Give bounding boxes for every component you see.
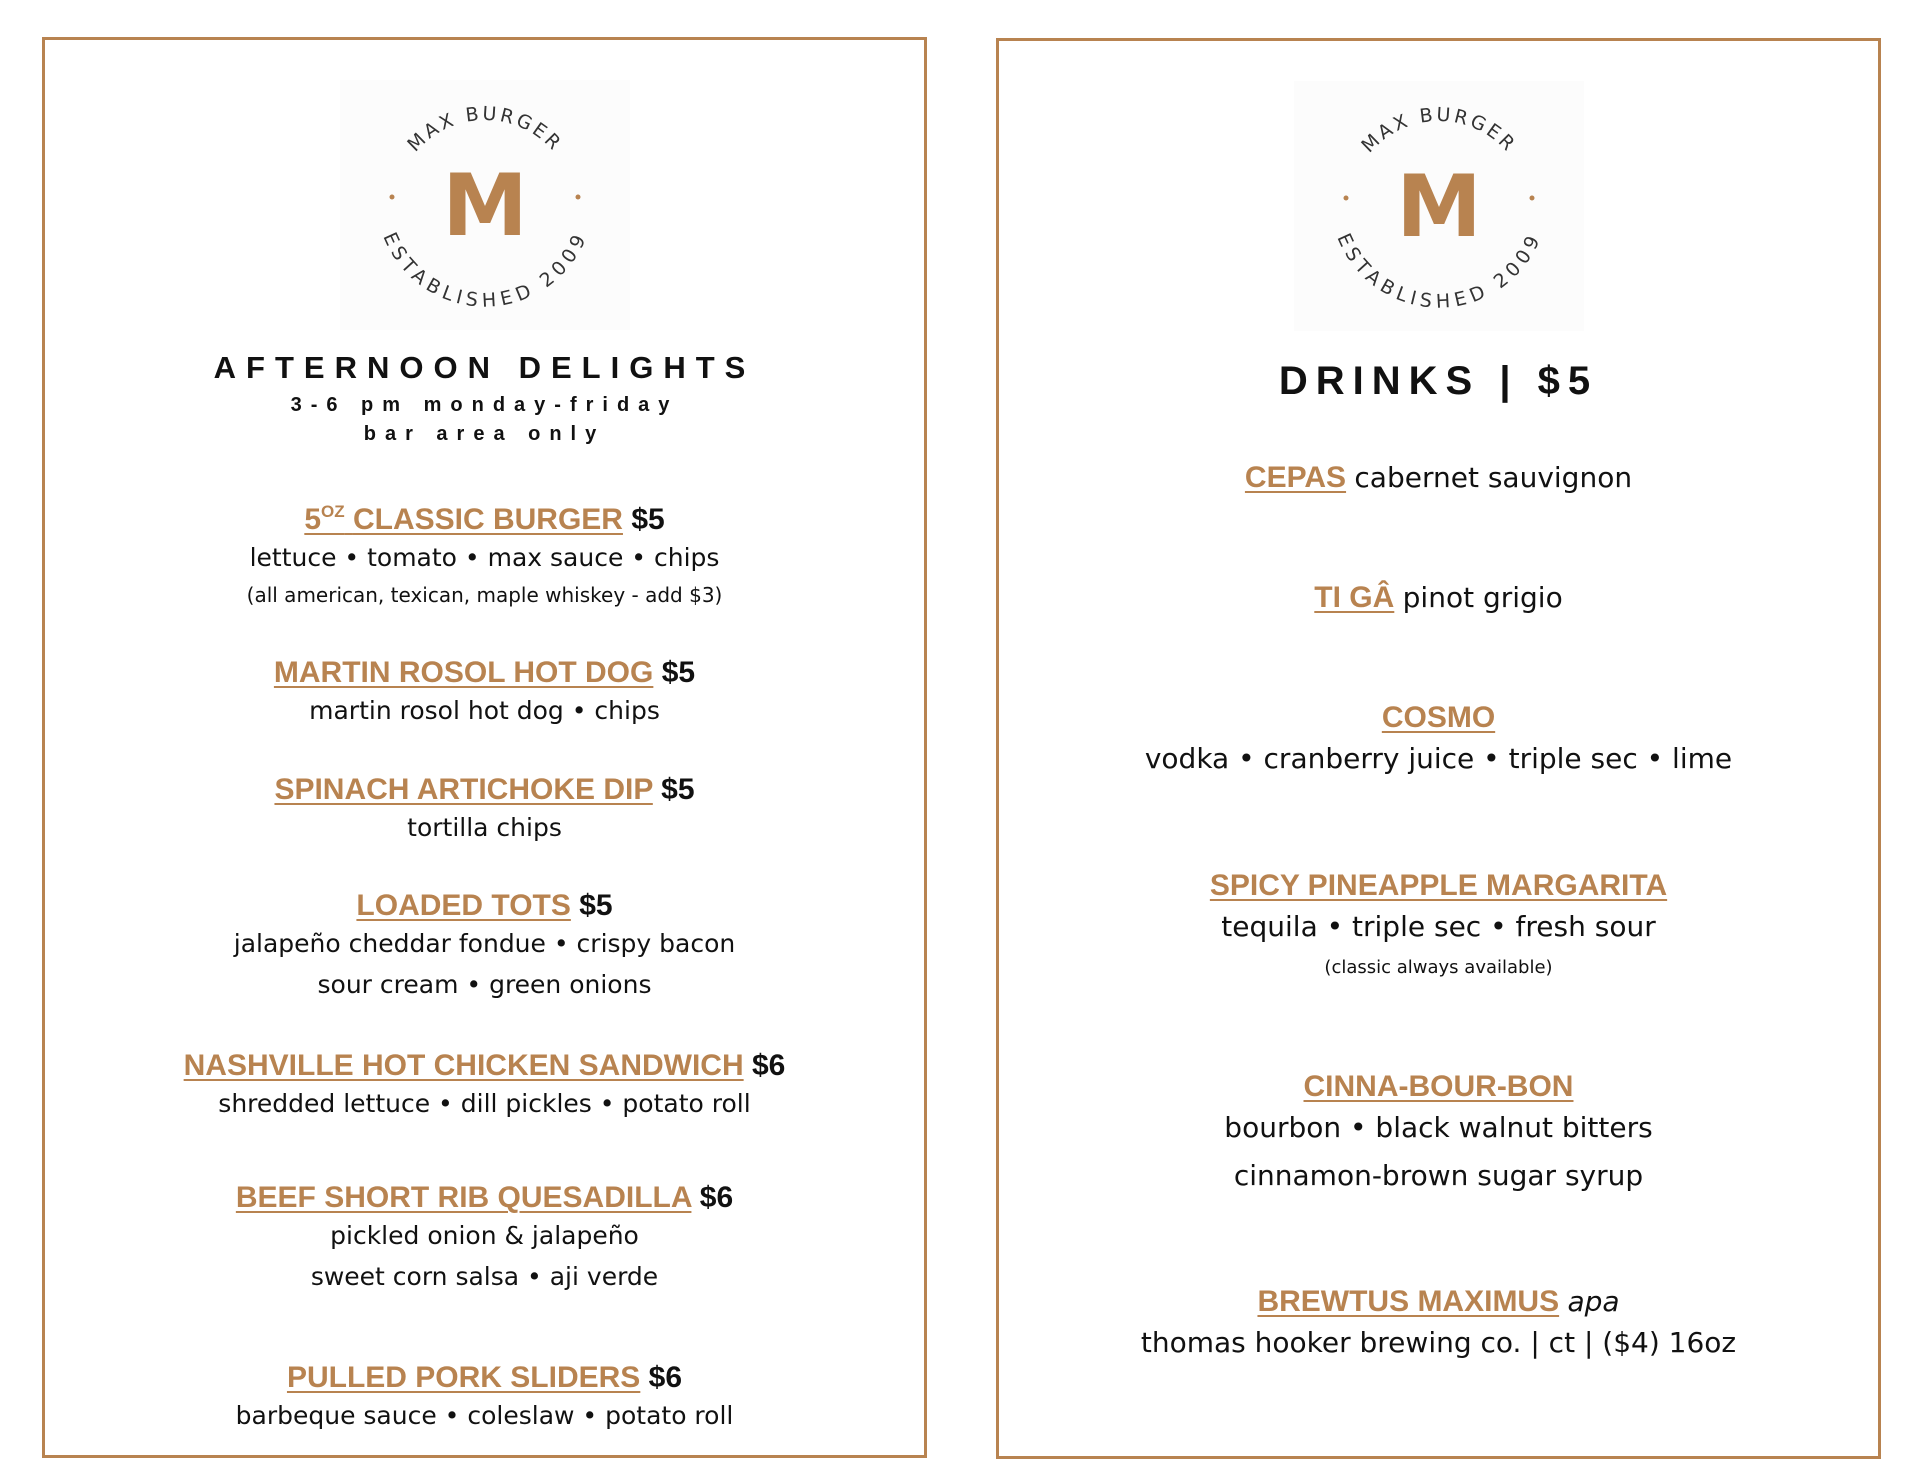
item-name: SPINACH ARTICHOKE DIP	[274, 773, 653, 806]
drink-description-line2: cinnamon-brown sugar syrup	[1233, 1159, 1644, 1192]
logo-dot-right	[575, 195, 580, 200]
drink-description: vodka • cranberry juice • triple sec • lime	[1144, 742, 1733, 775]
item-description: martin rosol hot dog • chips	[309, 696, 660, 725]
menu-item-loaded-tots	[45, 889, 924, 1005]
drink-description: bourbon • black walnut bitters	[1224, 1111, 1653, 1144]
drink-title	[999, 869, 1878, 903]
drink-note: (classic always available)	[1324, 957, 1553, 978]
drink-name: CEPAS	[1244, 461, 1347, 494]
item-description-line2: sweet corn salsa • aji verde	[310, 1262, 659, 1291]
logo-dot-left	[389, 195, 394, 200]
item-name: LOADED TOTS	[356, 889, 571, 922]
item-title	[45, 1181, 924, 1215]
item-description: shredded lettuce • dill pickles • potato roll	[218, 1089, 751, 1118]
drink-name: TI GÂ	[1314, 581, 1395, 614]
item-title	[45, 502, 924, 537]
drink-name: SPICY PINEAPPLE MARGARITA	[1209, 869, 1668, 902]
item-name: MARTIN ROSOL HOT DOG	[273, 656, 654, 689]
drink-brewtus-maximus	[999, 1285, 1878, 1367]
drink-title	[999, 701, 1878, 735]
drink-varietal: cabernet sauvignon	[1354, 461, 1633, 494]
item-price: $5	[661, 656, 696, 689]
drink-name: COSMO	[1381, 701, 1496, 734]
drink-margarita	[999, 869, 1878, 985]
menu-item-spinach-dip	[45, 773, 924, 848]
item-description: lettuce • tomato • max sauce • chips	[249, 543, 720, 572]
menu-item-hot-chicken	[45, 1049, 924, 1124]
menu-item-quesadilla	[45, 1181, 924, 1297]
food-menu-panel	[42, 37, 927, 1458]
logo-seal-icon	[1294, 81, 1584, 331]
item-description: jalapeño cheddar fondue • crispy bacon	[233, 929, 736, 958]
logo-seal-icon	[340, 80, 630, 330]
logo-arc-bottom: ESTABLISHED 2009	[1331, 230, 1546, 313]
menu-hours: 3-6 pm monday-friday	[290, 394, 679, 416]
drinks-menu-panel	[996, 38, 1881, 1459]
logo-arc-top: MAX BURGER	[402, 102, 567, 157]
drink-description: tequila • triple sec • fresh sour	[1221, 910, 1656, 943]
item-title	[45, 773, 924, 807]
item-name: PULLED PORK SLIDERS	[286, 1361, 641, 1394]
drink-varietal: pinot grigio	[1402, 581, 1563, 614]
menu-area: bar area only	[363, 423, 606, 445]
item-title	[45, 656, 924, 690]
drink-name: BREWTUS MAXIMUS	[1257, 1285, 1560, 1318]
menu-heading	[45, 350, 924, 446]
drink-style: apa	[1567, 1285, 1620, 1318]
drink-cepas	[999, 461, 1878, 495]
drink-description: thomas hooker brewing co. | ct | ($4) 16oz	[1140, 1326, 1737, 1359]
item-description: barbeque sauce • coleslaw • potato roll	[235, 1401, 734, 1430]
item-price: $5	[579, 889, 613, 922]
drink-ti-ga	[999, 581, 1878, 615]
max-burger-logo	[1294, 81, 1584, 331]
logo-arc-bottom: ESTABLISHED 2009	[377, 229, 592, 312]
drink-cosmo	[999, 701, 1878, 783]
drink-title	[999, 461, 1878, 495]
menu-item-sliders	[45, 1361, 924, 1436]
item-title	[45, 1049, 924, 1083]
logo-arc-top: MAX BURGER	[1356, 103, 1521, 158]
item-description: tortilla chips	[407, 813, 562, 842]
drinks-title: DRINKS | $5	[1278, 359, 1599, 403]
item-price: $6	[699, 1181, 734, 1214]
logo-dot-right	[1529, 196, 1534, 201]
menu-item-classic-burger	[45, 502, 924, 612]
logo-dot-left	[1343, 196, 1348, 201]
item-price: $5	[631, 503, 665, 536]
item-note: (all american, texican, maple whiskey - add $3)	[246, 583, 723, 607]
item-price: $5	[661, 773, 695, 806]
item-price: $6	[648, 1361, 683, 1394]
drink-name: CINNA-BOUR-BON	[1303, 1070, 1574, 1103]
item-description-line2: sour cream • green onions	[317, 970, 652, 999]
item-name: BEEF SHORT RIB QUESADILLA	[235, 1181, 692, 1214]
logo-monogram: M	[441, 156, 528, 256]
item-title	[45, 1361, 924, 1395]
drink-title	[999, 1070, 1878, 1104]
drink-cinna-bourbon	[999, 1070, 1878, 1200]
max-burger-logo	[340, 80, 630, 330]
item-title	[45, 889, 924, 923]
menu-title: AFTERNOON DELIGHTS	[213, 350, 756, 385]
item-name: NASHVILLE HOT CHICKEN SANDWICH	[183, 1049, 744, 1082]
menu-item-hot-dog	[45, 656, 924, 731]
drink-title	[999, 1285, 1878, 1319]
logo-monogram: M	[1395, 157, 1482, 257]
item-description: pickled onion & jalapeño	[330, 1221, 639, 1250]
item-price: $6	[751, 1049, 786, 1082]
item-name: $5^{OZ}$ CLASSIC BURGER	[304, 502, 623, 536]
drink-title	[999, 581, 1878, 615]
